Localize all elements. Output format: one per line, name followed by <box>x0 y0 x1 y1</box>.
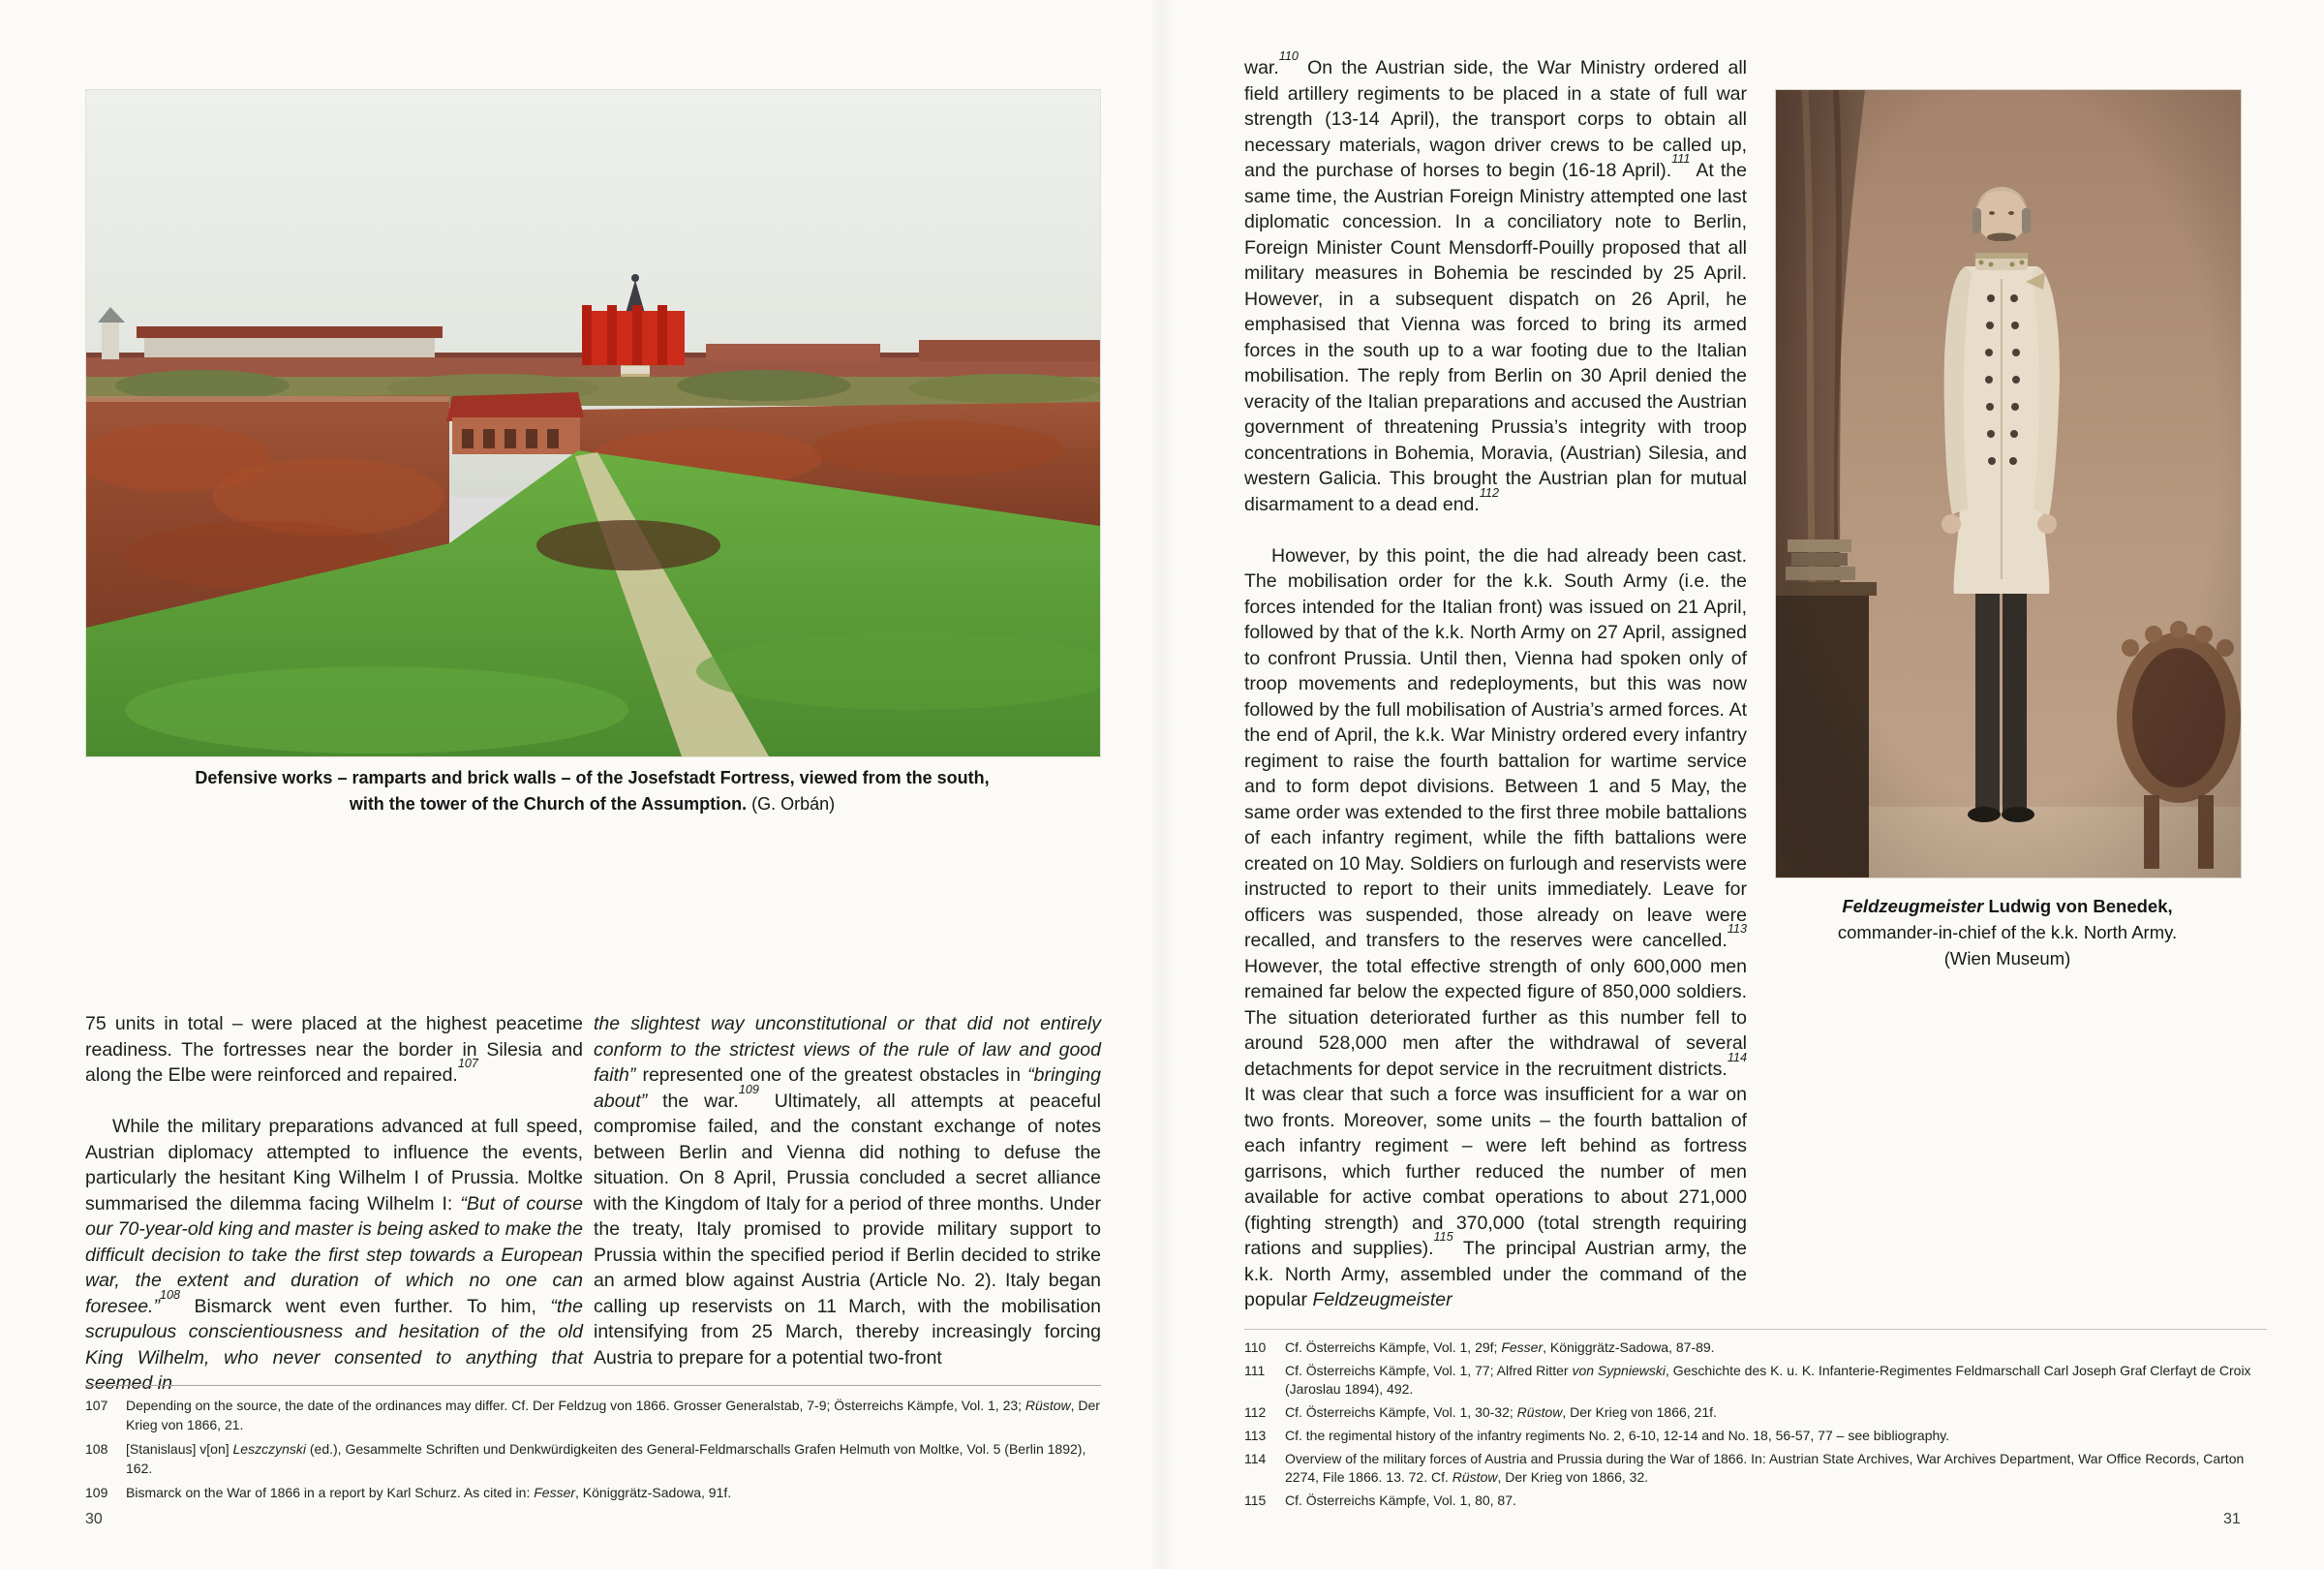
portrait-caption-line1: Feldzeugmeister Ludwig von Benedek, <box>1842 896 2173 916</box>
footnote-108 <box>85 1439 1101 1478</box>
left-page-column-2 <box>594 1011 1101 1370</box>
right-page-footnotes <box>1244 1338 2267 1515</box>
fortress-photo-caption <box>85 765 1099 817</box>
footnote-number: 111 <box>1244 1363 1266 1378</box>
portrait-caption-line3: (Wien Museum) <box>1943 948 2071 969</box>
fortress-photo <box>85 89 1101 757</box>
paragraph: war.$^{110}$ On the Austrian side, the War Ministry ordered all field artillery regiments to be placed in a state of full war strength (13-14 April), the transport corps to obtain all necessary materials, wagon driver crews to be called up, and the purchase of horses to begin (16-18 April).$^{111}$ At the same time, the Austrian Foreign Ministry attempted one last diplomatic concession. In a conciliatory note to Berlin, Foreign Minister Count Mensdorff-Pouilly proposed that all military measures in Bohemia be rescinded by 25 April. However, in a subsequent dispatch on 26 April, he emphasised that Vienna was forced to bring its armed forces in the south up to a war footing due to the Italian mobilisation. The reply from Berlin on 30 April denied the veracity of the Italian preparations and accused the Austrian government of threatening Prussia’s integrity with troop concentrations in Bohemia, Moravia, (Austrian) Silesia, and western Galicia. This brought the Austrian plan for mutual disarmament to a dead end.$^{112}$ <box>1244 49 1747 515</box>
footnote-113 <box>1244 1427 2267 1445</box>
footnote-text: Cf. the regimental history of the infantry regiments No. 2, 6-10, 12-14 and No. 18, 56-57, 77 – see bibliography. <box>1285 1428 1950 1443</box>
footnote-number: 110 <box>1244 1339 1267 1355</box>
left-page-footnotes <box>85 1396 1101 1507</box>
paragraph: While the military preparations advanced at full speed, Austrian diplomacy attempted to influence the events, particularly the hesitant King Wilhelm I of Prussia. Moltke summarised the dilemma facing Wilhelm I: “But of course our 70-year-old king and master is being asked to make the difficult decision to take the first step towards a European war, the extent and duration of which no one can foresee.”$^{108}$ Bismarck went even further. To him, “the scrupulous conscientiousness and hesitation of the old King Wilhelm, who never consented to anything that seemed in <box>85 1116 584 1394</box>
footnote-number: 115 <box>1244 1492 1267 1508</box>
footnote-107 <box>85 1396 1101 1434</box>
footnote-text: Overview of the military forces of Austria and Prussia during the War of 1866. In: Austrian State Archives, War Archives Department, War Office Records, Carton 2274, File 1866. 13. 72. Cf. Rüstow, Der Krieg von 1866, 32. <box>1285 1451 2245 1485</box>
paragraph: 75 units in total – were placed at the highest peacetime readiness. The fortresses near the border in Silesia and along the Elbe were reinforced and repaired.$^{107}$ <box>85 1013 583 1086</box>
footnote-text: Depending on the source, the date of the ordinances may differ. Cf. Der Feldzug von 1866. Grosser Generalstab, 7-9; Österreichs Kämpfe, Vol. 1, 23; Rüstow, Der Krieg von 1866, 21. <box>126 1398 1100 1432</box>
left-page-column-1 <box>85 1011 583 1397</box>
footnote-number: 109 <box>85 1485 108 1500</box>
footnote-number: 114 <box>1244 1451 1267 1466</box>
footnote-110 <box>1244 1338 2267 1357</box>
footnote-text: Cf. Österreichs Kämpfe, Vol. 1, 30-32; Rüstow, Der Krieg von 1866, 21f. <box>1285 1404 1717 1420</box>
right-page-column-1 <box>1244 49 1748 1313</box>
footnote-109 <box>85 1483 1101 1502</box>
footnote-number: 112 <box>1244 1404 1267 1420</box>
photo-vignette <box>1776 90 2241 877</box>
footnote-number: 113 <box>1244 1428 1267 1443</box>
fortress-caption-line1: Defensive works – ramparts and brick walls – of the Josefstadt Fortress, viewed from the south, <box>195 768 990 787</box>
footnote-divider <box>85 1385 1101 1386</box>
fortress-caption-line2: with the tower of the Church of the Assumption. (G. Orbán) <box>349 794 836 814</box>
left-page-number: 30 <box>85 1511 103 1527</box>
paragraph: the slightest way unconstitutional or that did not entirely conform to the strictest views of the rule of law and good faith” represented one of the greatest obstacles in “bringing about” the war.$^{109}$ Ultimately, all attempts at peaceful compromise failed, and the constant exchange of notes between Berlin and Vienna did nothing to defuse the situation. On 8 April, Prussia concluded a secret alliance with the Kingdom of Italy for a period of three months. Under the treaty, Italy promised to provide military support to Prussia within the specified period if Berlin decided to strike an armed blow against Austria (Article No. 2). Italy began calling up reservists on 11 March, with the mobilisation intensifying from 25 March, thereby increasingly forcing Austria to prepare for a potential two-front <box>594 1013 1101 1369</box>
footnote-divider <box>1244 1329 2267 1330</box>
footnote-number: 107 <box>85 1398 108 1413</box>
benedek-portrait-photo <box>1775 89 2242 878</box>
right-page-number: 31 <box>2223 1511 2241 1527</box>
benedek-portrait-caption <box>1775 893 2240 971</box>
arched-barracks-building <box>446 392 584 454</box>
red-fence <box>582 305 685 365</box>
footnote-114 <box>1244 1450 2267 1487</box>
portrait-caption-line2: commander-in-chief of the k.k. North Army. <box>1837 922 2178 942</box>
footnote-text: Cf. Österreichs Kämpfe, Vol. 1, 80, 87. <box>1285 1492 1516 1508</box>
footnote-111 <box>1244 1362 2267 1399</box>
footnote-number: 108 <box>85 1441 108 1457</box>
footnote-115 <box>1244 1492 2267 1510</box>
footnote-text: Cf. Österreichs Kämpfe, Vol. 1, 29f; Fesser, Königgrätz-Sadowa, 87-89. <box>1285 1339 1715 1355</box>
fortress-photo-illustration <box>86 90 1100 756</box>
benedek-portrait-illustration <box>1776 90 2241 877</box>
footnote-text: Bismarck on the War of 1866 in a report by Karl Schurz. As cited in: Fesser, Königgrätz-Sadowa, 91f. <box>126 1485 732 1500</box>
footnote-112 <box>1244 1403 2267 1422</box>
footnote-text: [Stanislaus] v[on] Leszczynski (ed.), Gesammelte Schriften und Denkwürdigkeiten des General-Feldmarschalls Grafen Helmuth von Moltke, Vol. 5 (Berlin 1892), 162. <box>126 1441 1086 1476</box>
paragraph: However, by this point, the die had already been cast. The mobilisation order for the k.k. South Army (i.e. the forces intended for the Italian front) was issued on 21 April, followed by that of the k.k. North Army on 27 April, assigned to confront Prussia. Until then, Vienna had spoken only of troop movements and redeployments, but this was now followed by the full mobilisation of Austria’s armed forces. At the end of April, the k.k. War Ministry ordered every infantry regiment to raise the fourth battalion for wartime service and to form depot divisions. Between 1 and 5 May, the same order was extended to the first three mobile battalions of each infantry regiment, while the fifth battalions were created on 10 May. Soldiers on furlough and reservists were instructed to report to their units immediately. Leave for officers was suspended, those already on leave were recalled, and transfers to the reserves were cancelled.$^{113}$ However, the total effective strength of only 600,000 men remained far below the expected figure of 850,000 soldiers. The situation deteriorated further as this number fell to around 528,000 men after the withdrawal of several detachments for depot service in the recruitment districts.$^{114}$ It was clear that such a force was insufficient for a war on two fronts. Moreover, some units – the fourth battalion of each infantry regiment – were left behind as fortress garrisons, which further reduced the number of men available for active combat operations to about 271,000 (fighting strength) and 370,000 (total strength requiring rations and supplies).$^{115}$ The principal Austrian army, the k.k. North Army, assembled under the command of the popular Feldzeugmeister <box>1244 544 1748 1310</box>
footnote-text: Cf. Österreichs Kämpfe, Vol. 1, 77; Alfred Ritter von Sypniewski, Geschichte des K. u. K. Infanterie-Regimentes Feldmarschall Carl Joseph Graf Clerfayt de Croix (Jaroslau 1894), 492. <box>1285 1363 2251 1397</box>
